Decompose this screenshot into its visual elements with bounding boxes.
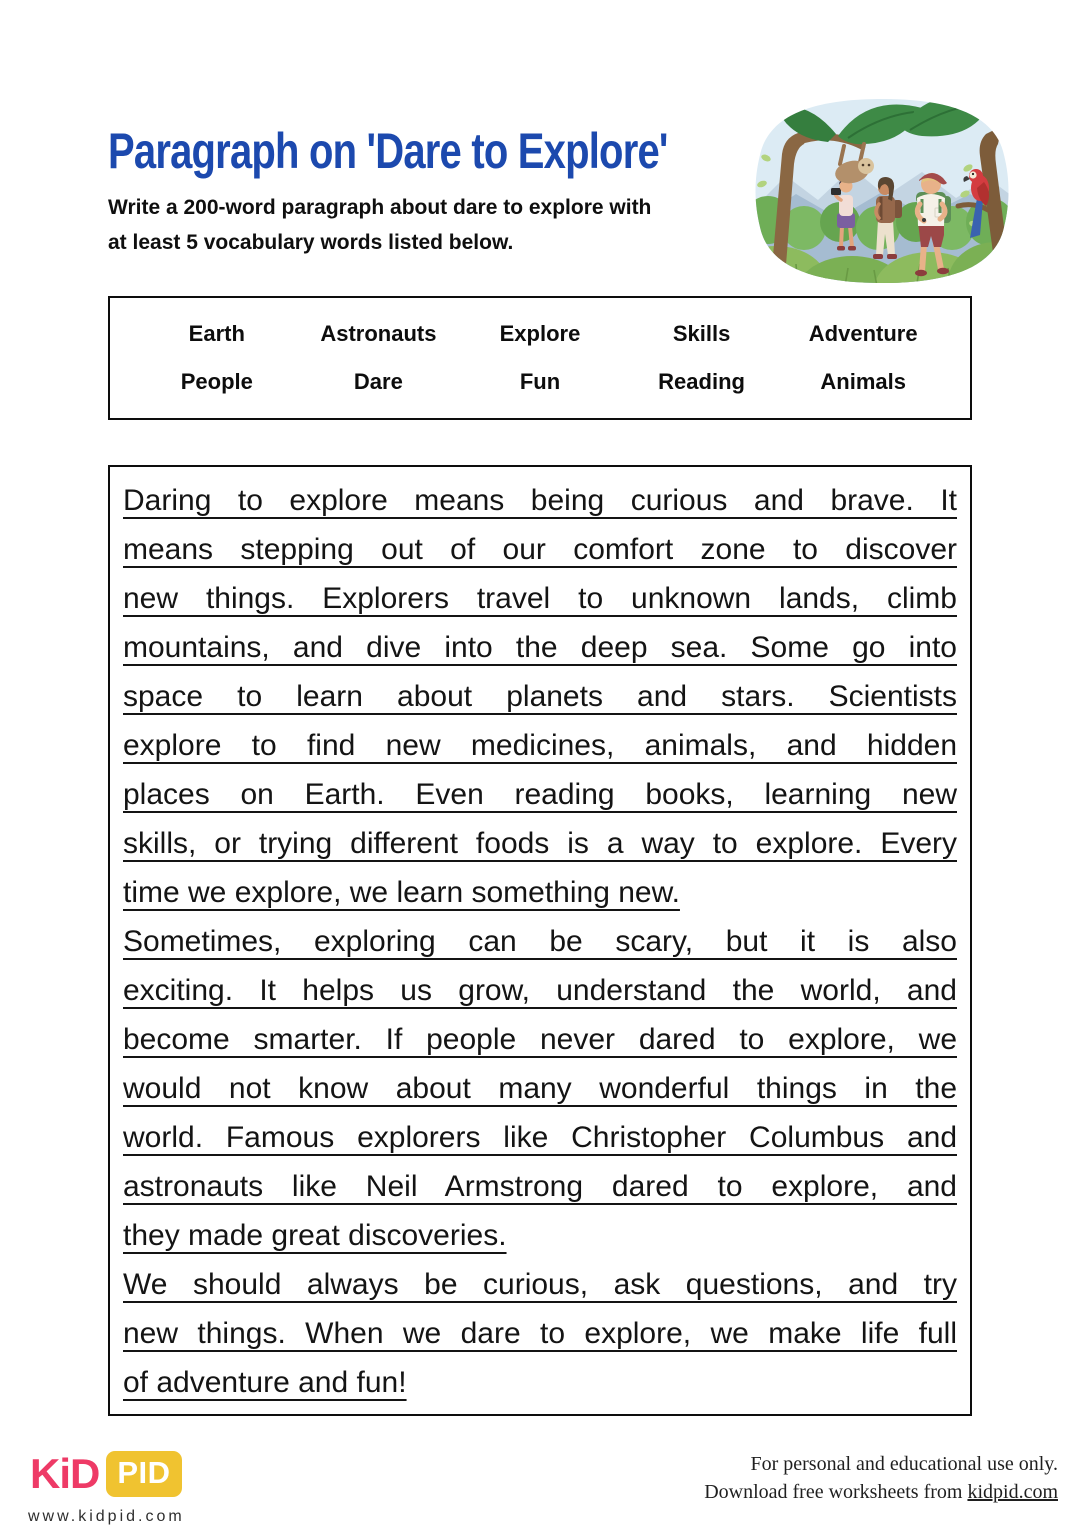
answer-paragraph-box [108,465,972,1416]
usage-note [704,1450,1058,1506]
answer-line: space to learn about planets and stars. Scientists [123,680,957,713]
answer-line: mountains, and dive into the deep sea. Some go into [123,631,957,664]
answer-line: of adventure and fun! [123,1366,407,1399]
answer-line: Sometimes, exploring can be scary, but it is also [123,925,957,958]
vocab-word: Animals [820,369,906,394]
vocab-word: Adventure [808,321,918,346]
answer-line: places on Earth. Even reading books, learning new [123,778,957,811]
website-url: www.kidpid.com [28,1508,185,1525]
vocab-word: Earth [188,321,245,346]
answer-line: new things. When we dare to explore, we make life full [123,1317,957,1350]
page-title: Paragraph on 'Dare to Explore' [108,123,668,179]
answer-line: new things. Explorers travel to unknown lands, climb [123,582,957,615]
logo-kid-text: KiD [30,1450,100,1497]
answer-line: they made great discoveries. [123,1219,507,1252]
instructions-line: at least 5 vocabulary words listed below. [108,231,514,254]
vocab-word: Explore [499,321,581,346]
instructions [108,190,651,260]
answer-line: become smarter. If people never dared to explore, we [123,1023,957,1056]
jungle-explorers-illustration [752,92,1012,290]
answer-line: astronauts like Neil Armstrong dared to explore, and [123,1170,957,1203]
vocab-row [136,321,944,347]
answer-line: skills, or trying different foods is a way to explore. Every [123,827,957,860]
answer-line: We should always be curious, ask questions, and try [123,1268,957,1301]
answer-line: time we explore, we learn something new. [123,876,680,909]
answer-line: means stepping out of our comfort zone to discover [123,533,957,566]
vocab-word: Skills [672,321,731,346]
vocab-word: Reading [658,369,745,394]
vocab-word: Fun [519,369,561,394]
usage-note-line2 [704,1478,1058,1506]
answer-line: world. Famous explorers like Christopher Columbus and [123,1121,957,1154]
instructions-line: Write a 200-word paragraph about dare to explore with [108,196,652,219]
vocab-word: People [180,369,253,394]
answer-line: would not know about many wonderful things in the [123,1072,957,1105]
vocab-row [136,369,944,395]
answer-line: Daring to explore means being curious and brave. It [123,484,957,517]
usage-note-line1: For personal and educational use only. [750,1453,1058,1475]
answer-line: exciting. It helps us grow, understand the world, and [123,974,957,1007]
vocabulary-box [108,296,972,420]
usage-note-line2-text: Download free worksheets from [704,1481,968,1503]
answer-line: explore to find new medicines, animals, and hidden [123,729,957,762]
kidpid-link[interactable]: kidpid.com [967,1481,1058,1503]
kidpid-logo [30,1450,182,1498]
logo-pid-badge: PID [106,1451,181,1497]
vocab-word: Dare [353,369,403,394]
vocab-word: Astronauts [320,321,437,346]
